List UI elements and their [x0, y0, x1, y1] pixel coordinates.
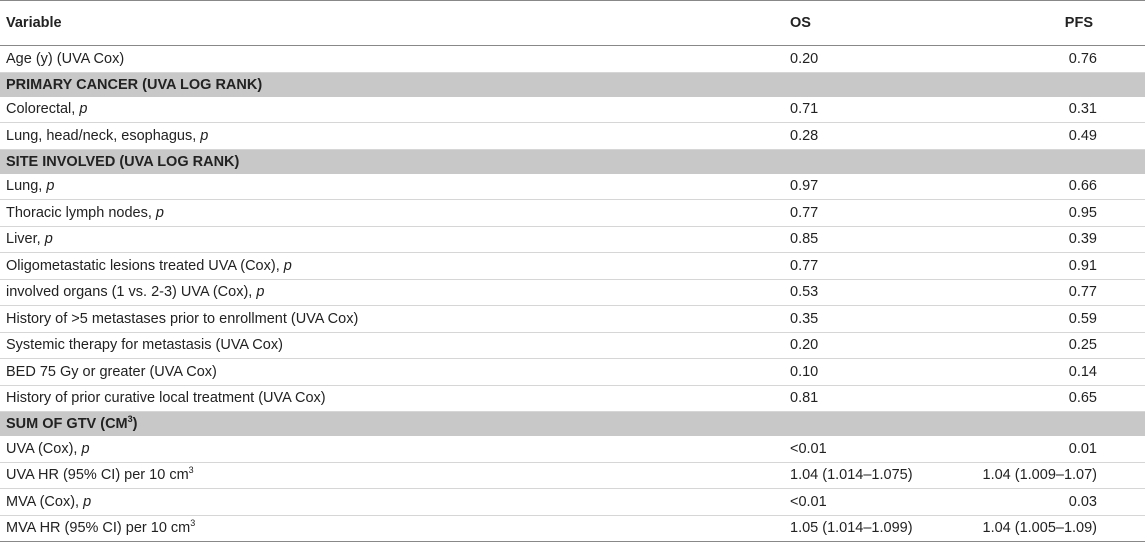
row-os: 0.77 [590, 200, 810, 227]
row-label [0, 97, 590, 123]
table-row [0, 279, 1145, 306]
table-row [0, 253, 1145, 280]
row-os: 0.85 [590, 226, 810, 253]
row-label [0, 489, 590, 516]
row-pfs: 0.66 [810, 174, 1145, 200]
row-label-text: involved organs (1 vs. 2-3) UVA (Cox), [6, 284, 257, 301]
table-row [0, 123, 1145, 150]
row-label-text: Liver, [6, 231, 45, 248]
superscript: 3 [188, 465, 194, 476]
row-pfs: 0.65 [810, 385, 1145, 412]
table-row [0, 489, 1145, 516]
row-label [0, 462, 590, 489]
row-os: 0.10 [590, 359, 810, 386]
age-pfs: 0.76 [810, 46, 1145, 73]
row-os: <0.01 [590, 489, 810, 516]
table-row [0, 436, 1145, 462]
row-label [0, 436, 590, 462]
row-label-text: Lung, head/neck, esophagus, [6, 127, 201, 144]
row-pfs: 0.49 [810, 123, 1145, 150]
row-os: 0.53 [590, 279, 810, 306]
row-os: 0.71 [590, 97, 810, 123]
section-site-label: SITE INVOLVED (UVA LOG RANK) [0, 149, 1145, 174]
row-pfs: 0.01 [810, 436, 1145, 462]
row-label [0, 515, 590, 542]
row-label [0, 174, 590, 200]
row-label [0, 279, 590, 306]
row-label-text: Colorectal, [6, 101, 80, 118]
row-pfs: 0.39 [810, 226, 1145, 253]
row-pfs: 0.77 [810, 279, 1145, 306]
row-label: BED 75 Gy or greater (UVA Cox) [0, 359, 590, 386]
row-label [0, 200, 590, 227]
row-label [0, 226, 590, 253]
p-symbol: p [46, 178, 55, 195]
row-label-text: UVA HR (95% CI) per 10 cm [6, 467, 189, 484]
table-row [0, 306, 1145, 333]
section-row-gtv [0, 412, 1145, 437]
row-pfs: 0.14 [810, 359, 1145, 386]
row-pfs: 0.25 [810, 332, 1145, 359]
row-os: 0.20 [590, 332, 810, 359]
row-os: 0.28 [590, 123, 810, 150]
row-pfs: 0.59 [810, 306, 1145, 333]
row-label-text: Lung, [6, 178, 47, 195]
row-label [0, 123, 590, 150]
section-gtv-superscript: 3 [127, 414, 133, 424]
p-symbol: p [79, 101, 88, 118]
age-label: Age (y) (UVA Cox) [0, 46, 590, 73]
row-pfs: 0.91 [810, 253, 1145, 280]
section-gtv-label [0, 412, 1145, 437]
row-label: Systemic therapy for metastasis (UVA Cox) [0, 332, 590, 359]
row-label-text: MVA HR (95% CI) per 10 cm [6, 520, 191, 537]
p-symbol: p [283, 257, 292, 274]
row-pfs: 0.03 [810, 489, 1145, 516]
table-row [0, 200, 1145, 227]
row-os: 1.05 (1.014–1.099) [590, 515, 810, 542]
row-label [0, 253, 590, 280]
row-pfs: 0.95 [810, 200, 1145, 227]
row-label-text: Oligometastatic lesions treated UVA (Cox), [6, 257, 284, 274]
header-row [0, 1, 1145, 46]
table-row [0, 97, 1145, 123]
row-label-text: UVA (Cox), [6, 440, 82, 457]
section-primary-label: PRIMARY CANCER (UVA LOG RANK) [0, 72, 1145, 97]
p-symbol: p [81, 440, 90, 457]
row-pfs: 0.31 [810, 97, 1145, 123]
row-pfs: 1.04 (1.009–1.07) [810, 462, 1145, 489]
header-os: OS [590, 1, 810, 46]
superscript: 3 [190, 518, 196, 529]
p-symbol: p [200, 127, 209, 144]
row-os: 1.04 (1.014–1.075) [590, 462, 810, 489]
table-row [0, 332, 1145, 359]
row-os: <0.01 [590, 436, 810, 462]
row-os: 0.35 [590, 306, 810, 333]
table-row [0, 226, 1145, 253]
section-row-primary [0, 72, 1145, 97]
section-gtv-suffix: ) [132, 416, 138, 432]
table-row [0, 462, 1145, 489]
p-symbol: p [83, 493, 92, 510]
p-symbol: p [155, 204, 164, 221]
p-symbol: p [256, 284, 265, 301]
table-row [0, 385, 1145, 412]
row-label-text: MVA (Cox), [6, 493, 84, 510]
row-os: 0.77 [590, 253, 810, 280]
section-row-site [0, 149, 1145, 174]
row-label-text: Thoracic lymph nodes, [6, 204, 156, 221]
section-gtv-text: SUM OF GTV (CM [6, 416, 128, 432]
table-row [0, 174, 1145, 200]
row-label: History of >5 metastases prior to enrollment (UVA Cox) [0, 306, 590, 333]
row-label: History of prior curative local treatment (UVA Cox) [0, 385, 590, 412]
table-row-age [0, 46, 1145, 73]
row-os: 0.81 [590, 385, 810, 412]
age-os: 0.20 [590, 46, 810, 73]
header-pfs: PFS [810, 1, 1145, 46]
table-row [0, 359, 1145, 386]
row-os: 0.97 [590, 174, 810, 200]
p-symbol: p [44, 231, 53, 248]
row-pfs: 1.04 (1.005–1.09) [810, 515, 1145, 542]
header-variable: Variable [0, 1, 590, 46]
table-row [0, 515, 1145, 542]
